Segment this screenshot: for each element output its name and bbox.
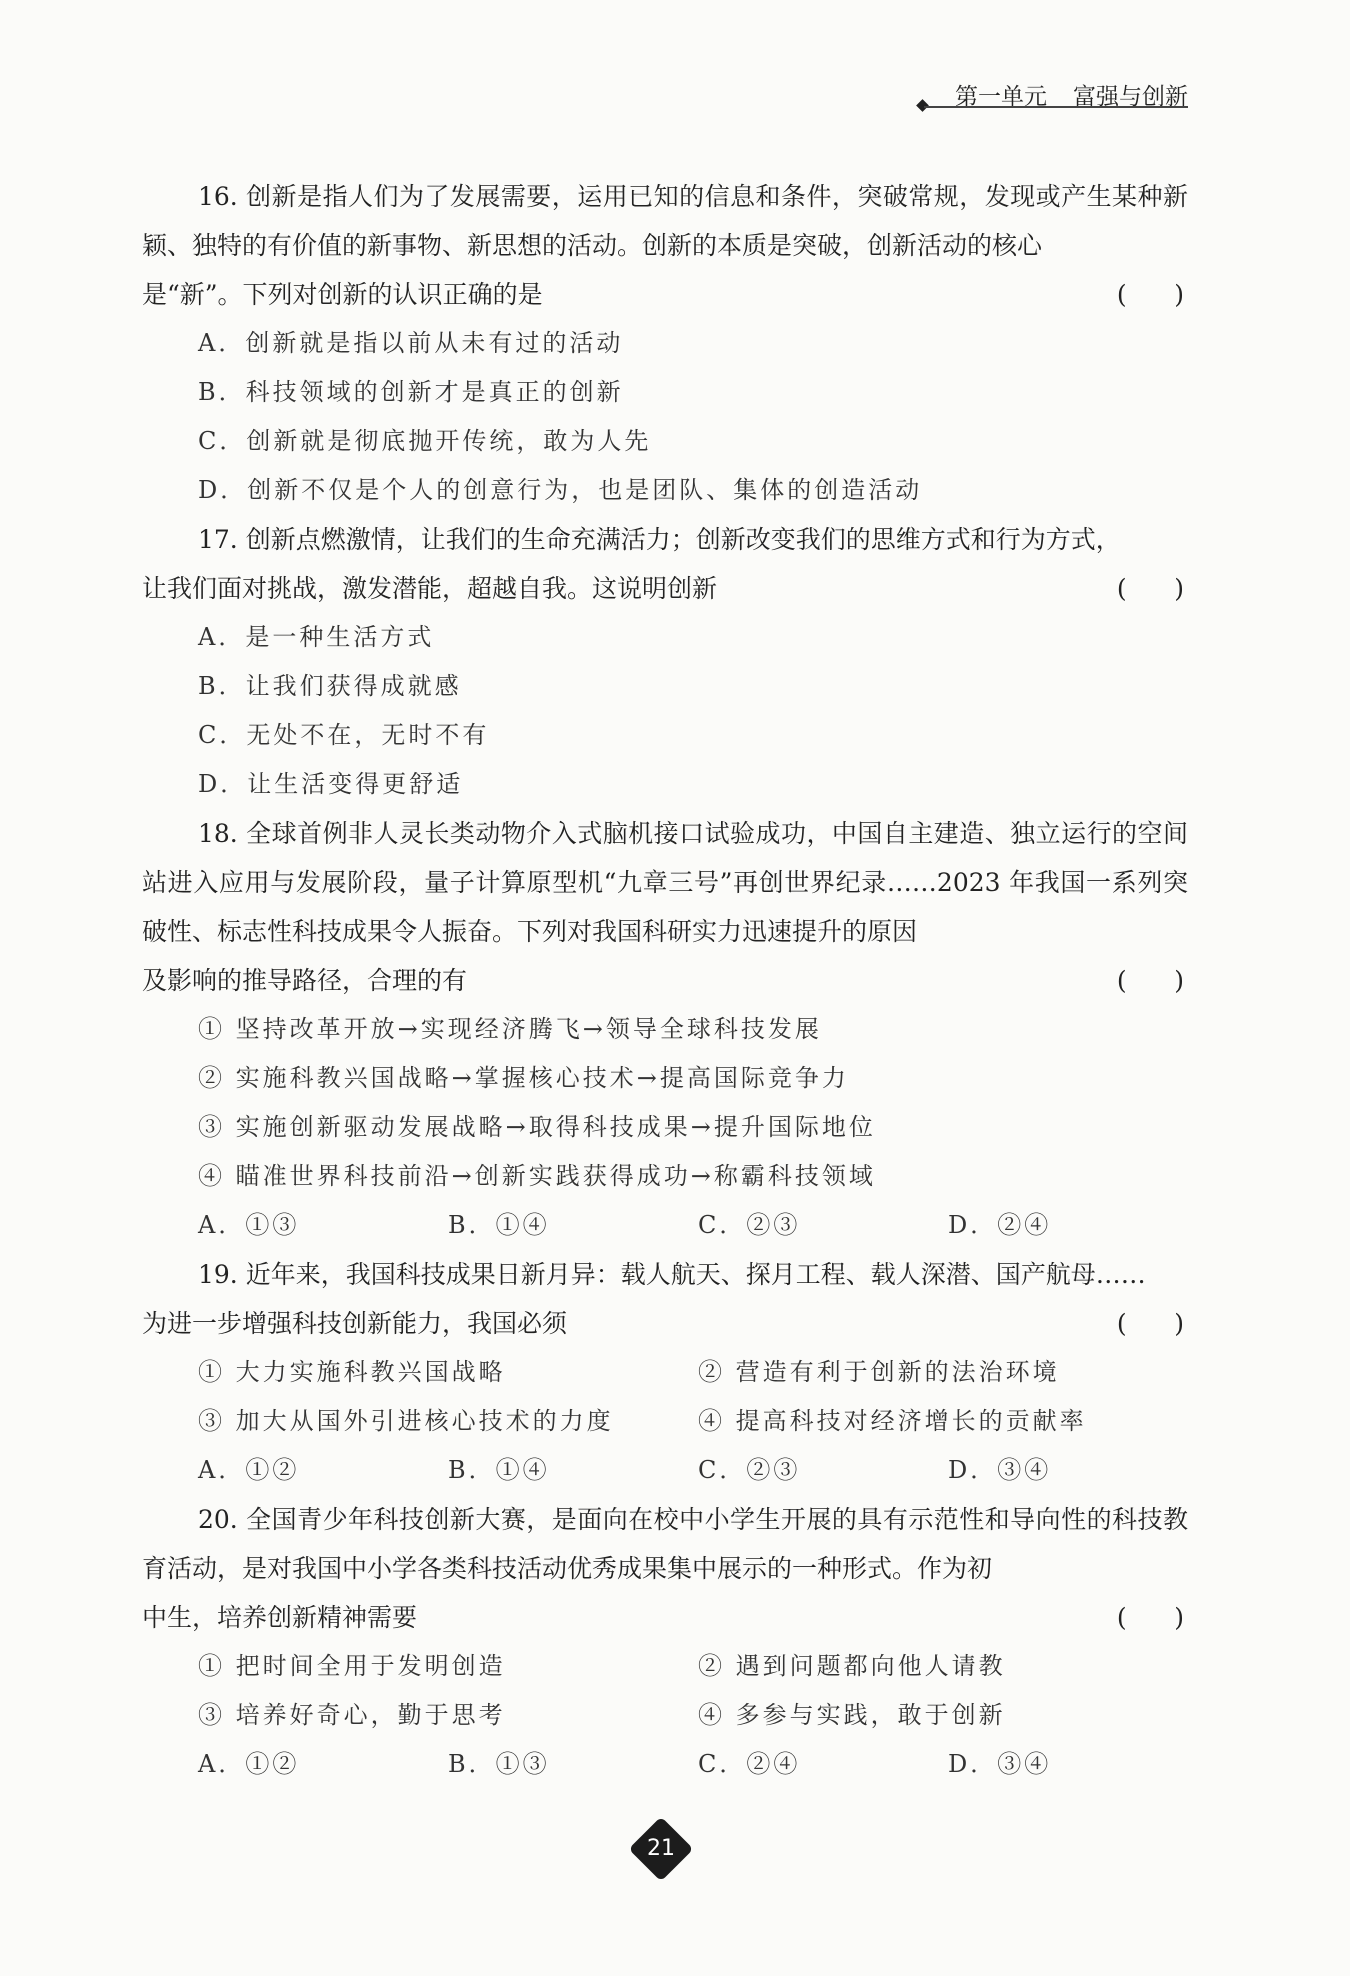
choice-c: C．②④ — [698, 1750, 801, 1778]
answer-blank: ( ) — [1116, 1603, 1184, 1632]
question-stem-text: 中生，培养创新精神需要 — [142, 1603, 418, 1632]
question-stem-text: 17. 创新点燃激情，让我们的生命充满活力；创新改变我们的思维方式和行为方式， — [198, 525, 1121, 554]
question-stem-text: 及影响的推导路径，合理的有 — [142, 966, 468, 995]
statement-1: ① 把时间全用于发明创造 — [198, 1652, 506, 1680]
header-unit: 第一单元 — [955, 84, 1047, 110]
statement-4: ④ 提高科技对经济增长的贡献率 — [698, 1407, 1087, 1435]
statement-3: ③ 培养好奇心，勤于思考 — [198, 1701, 506, 1729]
question-17 — [142, 515, 1188, 809]
answer-blank: ( ) — [1116, 574, 1184, 603]
choice-row — [142, 1740, 1188, 1789]
choice-a: A．①② — [198, 1750, 300, 1778]
question-18 — [142, 809, 1188, 1250]
choice-b: B．①④ — [448, 1211, 550, 1239]
statement-2: ② 实施科教兴国战略→掌握核心技术→提高国际竞争力 — [198, 1064, 849, 1092]
question-stem-text: 为进一步增强科技创新能力，我国必须 — [142, 1309, 568, 1338]
question-list — [142, 172, 1188, 1789]
question-stem-text: 20. 全国青少年科技创新大赛，是面向在校中小学生开展的具有示范性和导向性的科技教育活动，是对我国中小学各类科技活动优秀成果集中展示的一种形式。作为初 — [142, 1505, 1188, 1583]
statement-3: ③ 实施创新驱动发展战略→取得科技成果→提升国际地位 — [198, 1113, 876, 1141]
question-stem — [142, 809, 1188, 1005]
choice-a: A．①② — [198, 1456, 300, 1484]
statement-2: ② 遇到问题都向他人请教 — [698, 1652, 1006, 1680]
option-d: D．创新不仅是个人的创意行为，也是团队、集体的创造活动 — [198, 476, 923, 504]
choice-d: D．③④ — [948, 1456, 1052, 1484]
header-title: 富强与创新 — [1073, 84, 1188, 110]
question-19 — [142, 1250, 1188, 1495]
question-stem — [142, 1495, 1188, 1642]
choice-c: C．②③ — [698, 1456, 801, 1484]
statement-grid — [142, 1642, 1188, 1740]
question-stem-last-line — [142, 564, 1188, 613]
question-stem-text: 让我们面对挑战，激发潜能，超越自我。这说明创新 — [142, 574, 718, 603]
question-stem-text: 19. 近年来，我国科技成果日新月异：载人航天、探月工程、载人深潜、国产航母…… — [198, 1260, 1146, 1289]
option-b: B．让我们获得成就感 — [198, 672, 462, 700]
question-stem-last-line — [142, 270, 1188, 319]
choice-b: B．①④ — [448, 1456, 550, 1484]
header-rule — [924, 106, 1188, 108]
statement-1: ① 坚持改革开放→实现经济腾飞→领导全球科技发展 — [198, 1015, 822, 1043]
question-stem — [142, 515, 1188, 613]
option-c: C．无处不在，无时不有 — [198, 721, 490, 749]
choice-d: D．③④ — [948, 1750, 1052, 1778]
choice-row — [142, 1201, 1188, 1250]
answer-blank: ( ) — [1116, 966, 1184, 995]
question-20 — [142, 1495, 1188, 1789]
question-stem — [142, 1250, 1188, 1348]
statement-1: ① 大力实施科教兴国战略 — [198, 1358, 506, 1386]
statement-3: ③ 加大从国外引进核心技术的力度 — [198, 1407, 614, 1435]
statement-2: ② 营造有利于创新的法治环境 — [698, 1358, 1060, 1386]
page-number: 21 — [647, 1836, 675, 1861]
statement-4: ④ 多参与实践，敢于创新 — [698, 1701, 1006, 1729]
question-stem-text: 18. 全球首例非人灵长类动物介入式脑机接口试验成功，中国自主建造、独立运行的空间站进入应用与发展阶段，量子计算原型机“九章三号”再创世界纪录……2023 年我国一系列突破性、标志性科技成果令人振奋。下列对我国科研实力迅速提升的原因 — [142, 819, 1188, 946]
question-stem-text: 是“新”。下列对创新的认识正确的是 — [142, 280, 543, 309]
question-stem-last-line — [142, 1299, 1188, 1348]
choice-c: C．②③ — [698, 1211, 801, 1239]
question-stem — [142, 172, 1188, 319]
option-b: B．科技领域的创新才是真正的创新 — [198, 378, 624, 406]
option-c: C．创新就是彻底抛开传统，敢为人先 — [198, 427, 652, 455]
statement-grid — [142, 1348, 1188, 1446]
choice-d: D．②④ — [948, 1211, 1052, 1239]
answer-blank: ( ) — [1116, 1309, 1184, 1338]
option-d: D．让生活变得更舒适 — [198, 770, 464, 798]
question-stem-last-line — [142, 1593, 1188, 1642]
option-a: A．创新就是指以前从未有过的活动 — [198, 329, 624, 357]
choice-row — [142, 1446, 1188, 1495]
answer-blank: ( ) — [1116, 280, 1184, 309]
question-stem-text: 16. 创新是指人们为了发展需要，运用已知的信息和条件，突破常规，发现或产生某种新颖、独特的有价值的新事物、新思想的活动。创新的本质是突破，创新活动的核心 — [142, 182, 1188, 260]
option-a: A．是一种生活方式 — [198, 623, 435, 651]
choice-a: A．①③ — [198, 1211, 300, 1239]
statement-4: ④ 瞄准世界科技前沿→创新实践获得成功→称霸科技领域 — [198, 1162, 876, 1190]
choice-b: B．①③ — [448, 1750, 550, 1778]
question-stem-last-line — [142, 956, 1188, 1005]
question-16 — [142, 172, 1188, 515]
